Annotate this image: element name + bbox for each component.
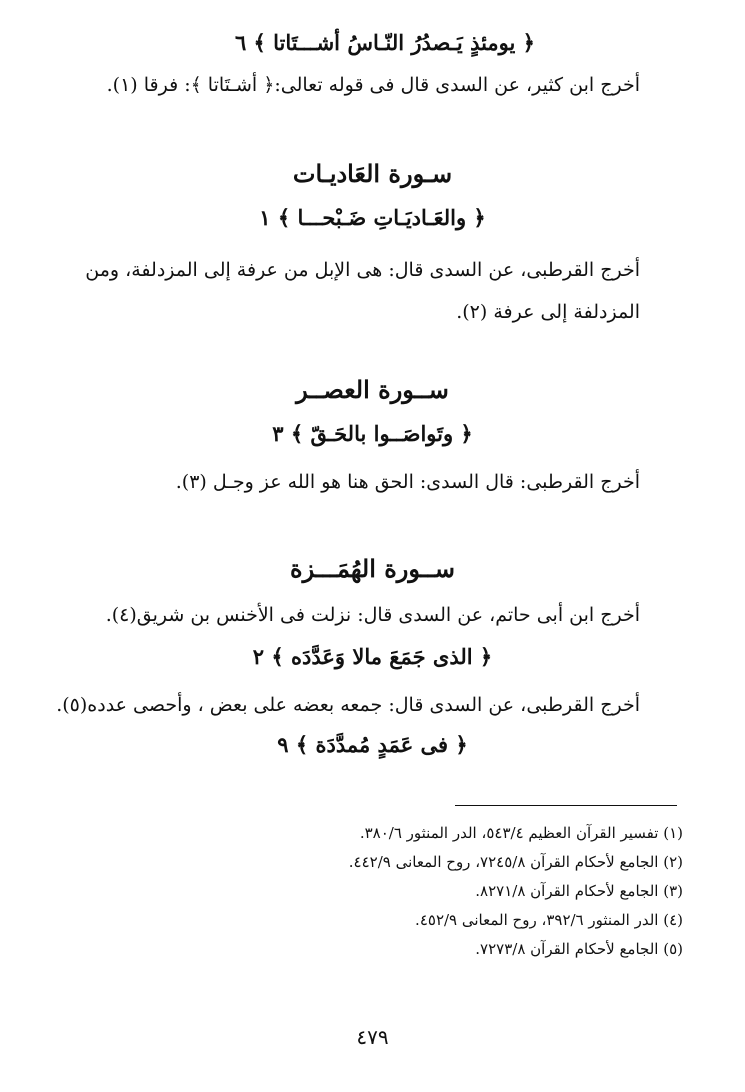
page-number: ٤٧٩ (356, 1025, 389, 1049)
paragraph: أخرج القرطبى، عن السدى قال: جمعه بعضه على بعض ، وأحصى عدده(٥). (56, 694, 640, 716)
surah-title: سـورة العَاديـات (292, 159, 453, 188)
footnote-divider (455, 805, 677, 806)
paragraph: أخرج ابن كثير، عن السدى قال فى قوله تعالى:﴿ أشـتَاتا ﴾: فرقا (١). (106, 74, 640, 96)
verse-heading: ﴿ الذى جَمَعَ مالا وَعَدَّدَه ﴾ ٢ (252, 644, 493, 669)
paragraph: أخرج القرطبى، عن السدى قال: هى الإبل من عرفة إلى المزدلفة، ومن المزدلفة إلى عرفة (٢). (85, 259, 640, 323)
verse-heading: ﴿ والعَـاديَـاتِ ضَـبْحـــا ﴾ ١ (259, 205, 486, 230)
footnote: (١) تفسير القرآن العظيم ٥٤٣/٤، الدر المنثور ٣٨٠/٦. (359, 824, 683, 842)
surah-title: ســورة الهُمَـــزة (290, 554, 455, 583)
footnote: (٢) الجامع لأحكام القرآن ٧٢٤٥/٨، روح المعانى ٤٤٢/٩. (348, 853, 683, 871)
verse-heading: ﴿ وتَواصَــوا بالحَـقّ ﴾ ٣ (272, 421, 473, 446)
surah-title: ســورة العصــر (296, 375, 449, 404)
verse-heading: ﴿ فى عَمَدٍ مُمدَّدَة ﴾ ٩ (277, 732, 468, 757)
paragraph: أخرج ابن أبى حاتم، عن السدى قال: نزلت فى الأخنس بن شريق(٤). (105, 604, 640, 626)
footnote: (٥) الجامع لأحكام القرآن ٧٢٧٣/٨. (475, 940, 683, 958)
footnote: (٣) الجامع لأحكام القرآن ٨٢٧١/٨. (475, 882, 683, 900)
paragraph: أخرج القرطبى: قال السدى: الحق هنا هو الله عز وجـل (٣). (175, 471, 640, 493)
footnote: (٤) الدر المنثور ٣٩٢/٦، روح المعانى ٤٥٢/٩. (415, 911, 683, 929)
verse-heading: ﴿ يومئذٍ يَـصدُرُ النّـاسُ أشـــتَاتا ﴾ ٦ (234, 30, 535, 55)
